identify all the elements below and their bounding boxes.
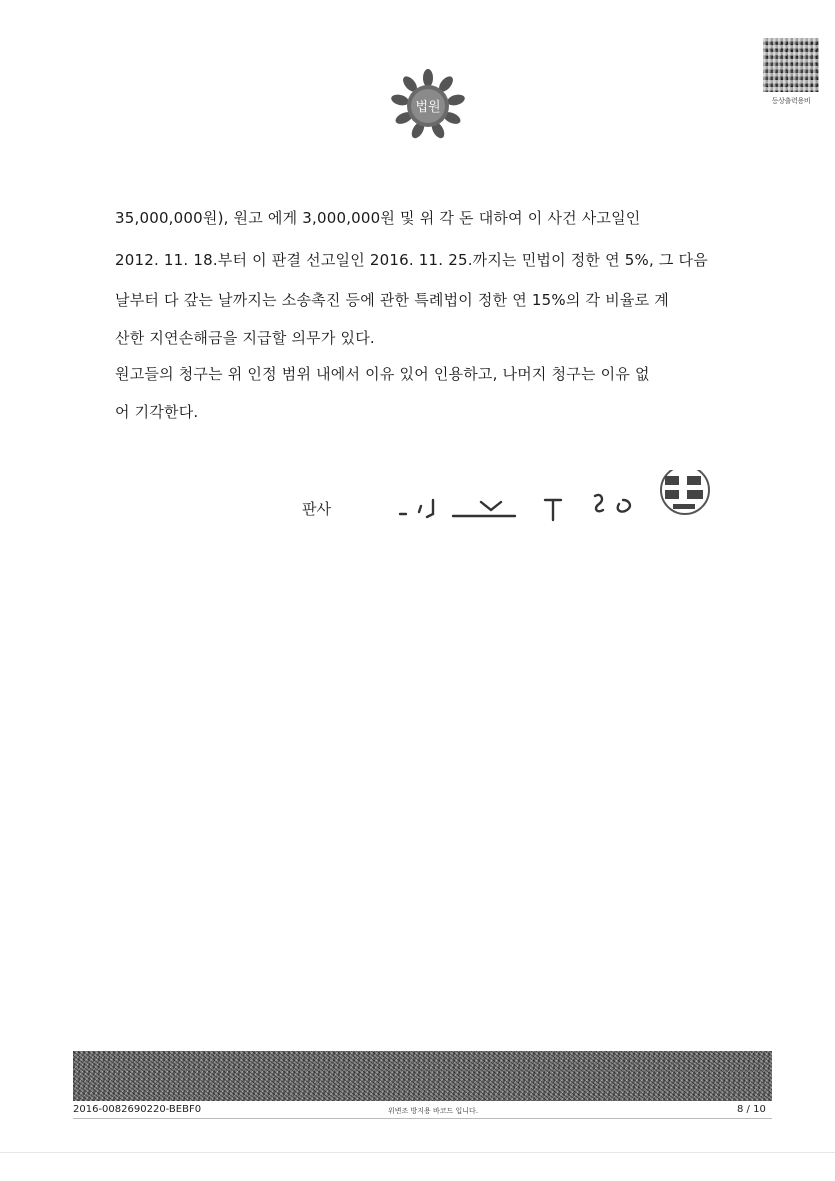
body-line-1: 35,000,000원), 원고 에게 3,000,000원 및 위 각 돈 대하여 이 사건 사고일인 — [115, 209, 641, 227]
body-line-4: 산한 지연손해금을 지급할 의무가 있다. — [115, 329, 375, 347]
page-number: 8 / 10 — [737, 1104, 766, 1115]
qr-code — [763, 38, 819, 92]
court-emblem-icon — [388, 66, 468, 142]
footer-divider — [73, 1118, 772, 1119]
body-line-6: 어 기각한다. — [115, 403, 199, 421]
judge-signature-seal — [395, 470, 735, 530]
page-edge-line — [0, 1152, 835, 1153]
document-code: 2016-0082690220-BEBF0 — [73, 1104, 202, 1115]
body-line-2: 2012. 11. 18.부터 이 판결 선고일인 2016. 11. 25.까지는 민법이 정한 연 5%, 그 다음 — [115, 251, 708, 269]
barcode-notice: 위변조 방지용 바코드 입니다. — [388, 1107, 479, 1115]
svg-text:법원: 법원 — [415, 100, 441, 115]
qr-label: 등상출력용비 — [771, 97, 811, 105]
anti-forgery-barcode — [73, 1051, 772, 1101]
body-line-5: 원고들의 청구는 위 인정 범위 내에서 이유 있어 인용하고, 나머지 청구는 이유 없 — [115, 365, 650, 383]
body-line-3: 날부터 다 갚는 날까지는 소송촉진 등에 관한 특례법이 정한 연 15%의 각 비율로 계 — [115, 291, 669, 309]
judge-title: 판사 — [302, 500, 331, 518]
